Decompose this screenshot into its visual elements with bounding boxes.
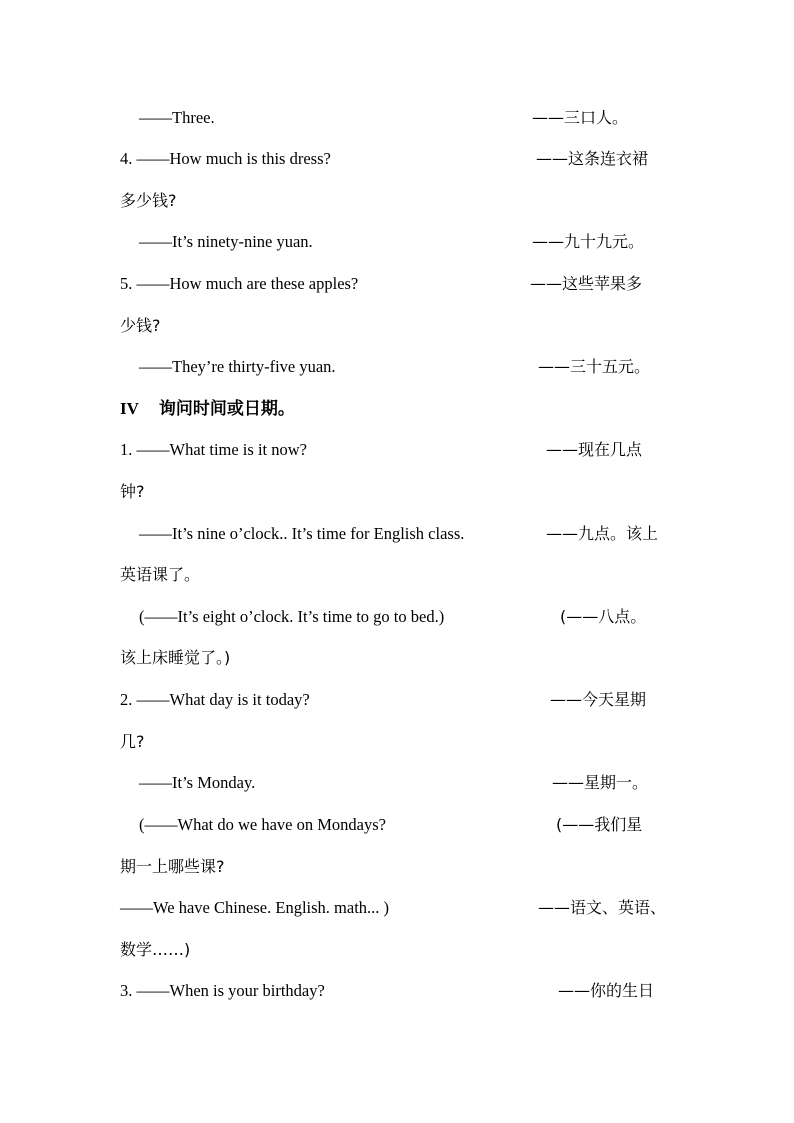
translation-line: ——九点。该上	[546, 524, 659, 543]
translation-continuation: 钟?	[120, 482, 145, 501]
question-line: 3. ——When is your birthday?	[120, 981, 325, 1000]
translation-continuation: 期一上哪些课?	[120, 857, 225, 876]
translation-line: ——今天星期	[550, 690, 647, 709]
question-line: 2. ——What day is it today?	[120, 690, 310, 709]
translation-line: ——这些苹果多	[530, 274, 643, 293]
translation-line: ——你的生日	[558, 981, 655, 1000]
answer-line: ——They’re thirty-five yuan.	[139, 357, 336, 376]
translation-line: ——现在几点	[546, 440, 643, 459]
translation-line: ——三口人。	[532, 108, 629, 127]
answer-line: (——What do we have on Mondays?	[139, 815, 386, 834]
answer-line: ——It’s nine o’clock.. It’s time for English class.	[139, 524, 465, 543]
question-line: 4. ——How much is this dress?	[120, 149, 331, 168]
answer-line: ——We have Chinese. English. math... )	[120, 898, 390, 917]
question-line: 5. ——How much are these apples?	[120, 274, 359, 293]
translation-line: (——我们星	[556, 815, 643, 834]
answer-line: ——It’s ninety-nine yuan.	[139, 232, 313, 251]
translation-continuation: 数学……)	[120, 940, 191, 959]
translation-line: ——三十五元。	[538, 357, 651, 376]
translation-line: ——星期一。	[552, 773, 649, 792]
translation-continuation: 多少钱?	[120, 191, 177, 210]
translation-continuation: 该上床睡觉了。)	[120, 648, 231, 667]
translation-continuation: 少钱?	[120, 316, 161, 335]
answer-line: ——Three.	[139, 108, 215, 127]
section-title: 询问时间或日期。	[158, 399, 295, 419]
translation-continuation: 英语课了。	[120, 565, 201, 584]
translation-line: (——八点。	[560, 607, 647, 626]
translation-line: ——这条连衣裙	[536, 149, 649, 168]
section-number: IV	[120, 399, 139, 418]
translation-line: ——语文、英语、	[538, 898, 667, 917]
translation-continuation: 几?	[120, 732, 145, 751]
translation-line: ——九十九元。	[532, 232, 645, 251]
section-heading	[120, 399, 295, 419]
answer-line: ——It’s Monday.	[139, 773, 256, 792]
answer-line: (——It’s eight o’clock. It’s time to go to bed.)	[139, 607, 445, 626]
question-line: 1. ——What time is it now?	[120, 440, 307, 459]
